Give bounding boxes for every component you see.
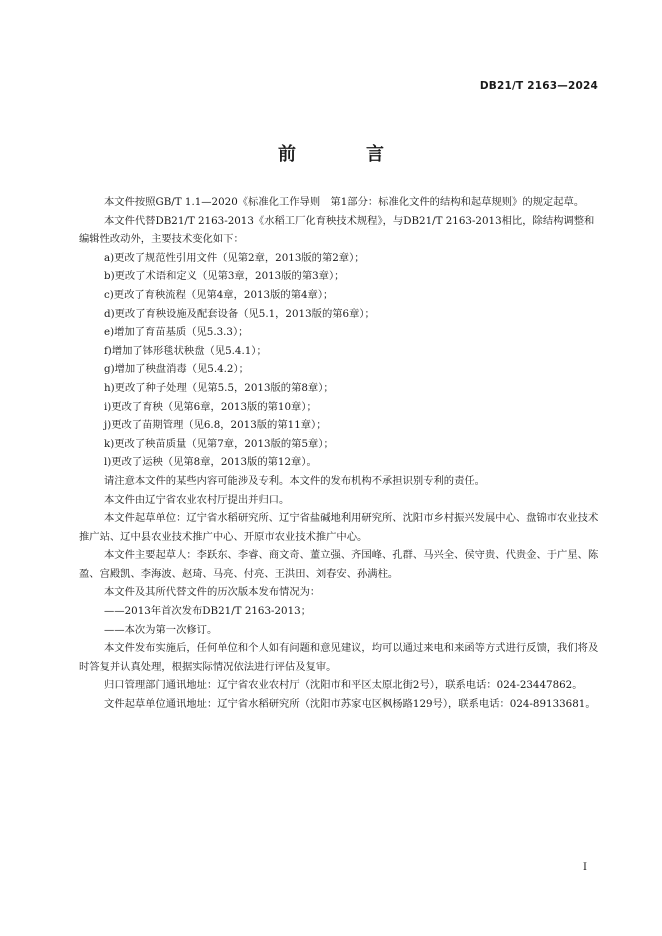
paragraph-admin-address: 归口管理部门通讯地址：辽宁省农业农村厅（沈阳市和平区太原北街2号），联系电话：024-23447862。	[104, 679, 583, 692]
list-item: e)增加了育苗基质（见5.3.3）；	[104, 326, 249, 339]
list-item: d)更改了育秧设施及配套设备（见5.1，2013版的第6章）；	[104, 307, 375, 320]
paragraph-replaces: 本文件代替DB21/T 2163-2013《水稻工厂化育秧技术规程》，与DB21/T 2163-2013相比，除结构调整和编辑性改动外，主要技术变化如下：	[79, 214, 595, 246]
paragraph-drafting-units: 本文件起草单位：辽宁省水稻研究所、辽宁省盐碱地利用研究所、沈阳市乡村振兴发展中心、盘锦市农业技术推广站、辽中县农业技术推广中心、开原市农业技术推广中心。	[79, 512, 599, 543]
list-item: j)更改了苗期管理（见6.8，2013版的第11章）；	[104, 419, 327, 432]
list-item: h)更改了种子处理（见第5.5，2013版的第8章）；	[104, 381, 334, 394]
list-item: i)更改了育秧（见第6章，2013版的第10章）；	[104, 400, 317, 413]
paragraph-feedback: 本文件发布实施后，任何单位和个人如有问题和意见建议，均可以通过来电和来函等方式进行反馈，我们将及时答复并认真处理，根据实际情况依法进行评估及复审。	[79, 642, 599, 673]
paragraph-patent-notice: 请注意本文件的某些内容可能涉及专利。本文件的发布机构不承担识别专利的责任。	[104, 474, 485, 487]
paragraph-drafter-address: 文件起草单位通讯地址：辽宁省水稻研究所（沈阳市苏家屯区枫杨路129号），联系电话：024-89133681。	[104, 698, 596, 711]
list-item: g)增加了秧盘消毒（见5.4.2）；	[104, 363, 249, 376]
history-item: ——本次为第一次修订。	[104, 623, 218, 636]
list-item: a)更改了规范性引用文件（见第2章，2013版的第2章）；	[104, 251, 365, 264]
list-item: b)更改了术语和定义（见第3章，2013版的第3章）；	[104, 270, 345, 283]
list-item: l)更改了运秧（见第8章，2013版的第12章）。	[104, 456, 317, 469]
list-item: k)更改了秧苗质量（见第7章，2013版的第5章）；	[104, 437, 334, 450]
paragraph-history-intro: 本文件及其所代替文件的历次版本发布情况为：	[104, 586, 321, 599]
page-number: I	[583, 862, 587, 873]
changes-list	[79, 249, 601, 472]
history-item: ——2013年首次发布DB21/T 2163-2013；	[104, 605, 312, 618]
paragraph-proposer: 本文件由辽宁省农业农村厅提出并归口。	[104, 493, 290, 506]
paragraph-drafting-rules: 本文件按照GB/T 1.1—2020《标准化工作导则 第1部分：标准化文件的结构和起草规则》的规定起草。	[104, 196, 585, 208]
foreword-body	[79, 193, 601, 714]
list-item: c)更改了育秧流程（见第4章，2013版的第4章）；	[104, 288, 334, 301]
page-title: 前 言	[278, 144, 410, 165]
paragraph-drafters: 本文件主要起草人：李跃东、李睿、商文奇、董立强、齐国峰、孔群、马兴全、侯守贵、代贵金、于广星、陈盈、宫殿凯、李海波、赵琦、马亮、付亮、王洪田、刘春安、孙满柱。	[79, 549, 599, 580]
list-item: f)增加了钵形毯状秧盘（见5.4.1）；	[104, 344, 267, 357]
standard-code: DB21/T 2163—2024	[479, 80, 598, 92]
